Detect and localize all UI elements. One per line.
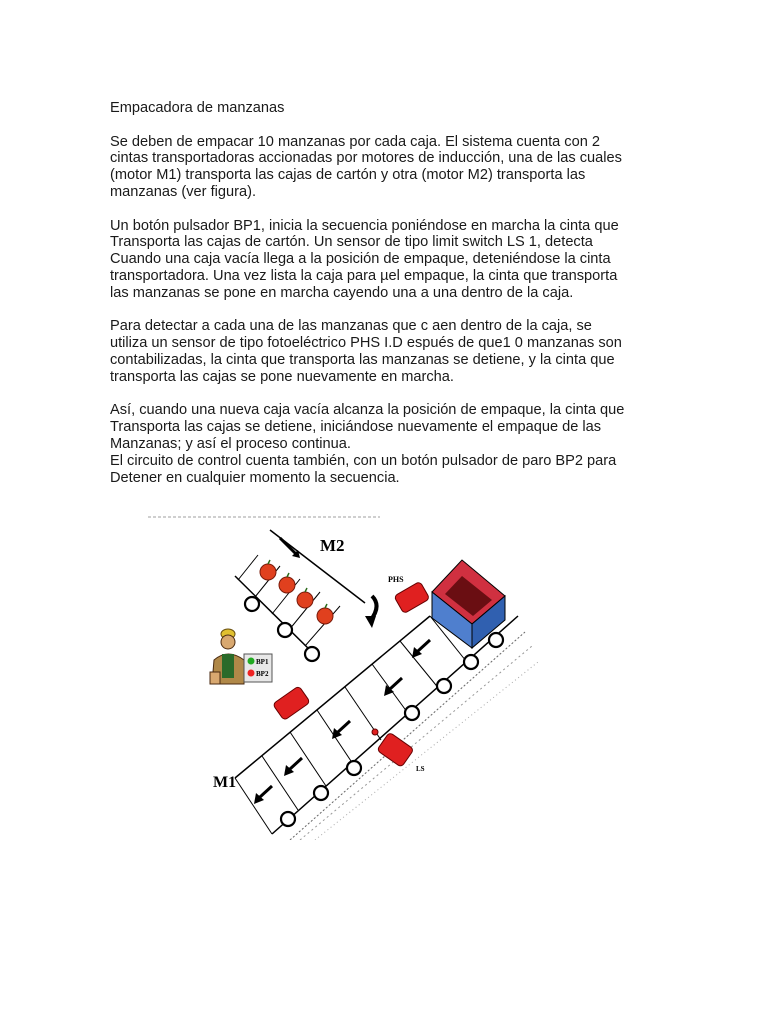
label-bp2: BP2	[256, 670, 269, 678]
direction-arrows	[254, 640, 430, 804]
conveyor-figure	[140, 508, 540, 840]
paragraph-intro: Se deben de empacar 10 manzanas por cada caja. El sistema cuenta con 2 cintas transportadoras accionadas por motores de inducción, una de las cuales (motor M1) transporta las cajas de cartón y otra (motor M2) transporta las manzanas (ver figura).	[110, 133, 622, 200]
label-phs: PHS	[388, 575, 404, 584]
paragraph-start-sequence: Un botón pulsador BP1, inicia la secuencia poniéndose en marcha la cinta que Transporta las cajas de cartón. Un sensor de tipo limit switch LS 1, detecta Cuando una caja vacía llega a la posición de empaque, deteniéndose la cinta transportadora. Una vez lista la caja para µel empaque, la cinta que transporta las manzanas se pone en marcha cayendo una a una dentro de la caja.	[110, 217, 619, 301]
bp1-button-icon	[248, 658, 255, 665]
paragraph-sensor: Para detectar a cada una de las manzanas que c aen dentro de la caja, se utiliza un sensor de tipo fotoeléctrico PHS I.D espués de que1 0 manzanas son contabilizadas, la cinta que transporta las manzanas se detiene, y la cinta que transporta las cajas se pone nuevamente en marcha.	[110, 318, 622, 385]
label-m1: M1	[213, 774, 237, 791]
bp2-button-icon	[248, 670, 255, 677]
phs-sensor-icon	[394, 581, 430, 613]
left-sensor-icon	[273, 686, 311, 721]
box-conveyor-m1	[235, 616, 538, 840]
ls-sensor-icon	[377, 732, 414, 767]
paragraph-cycle: Así, cuando una nueva caja vacía alcanza la posición de empaque, la cinta que Transporta las cajas se detiene, iniciándose nuevamente el empaque de las Manzanas; y así el proceso continua. El circuito de control cuenta también, con un botón pulsador de paro BP2 para Detener en cualquier momento la secuencia.	[110, 402, 625, 486]
document-body	[110, 100, 670, 486]
label-bp1: BP1	[256, 658, 269, 666]
label-ls: LS	[416, 765, 425, 773]
label-m2: M2	[320, 536, 345, 555]
document-title: Empacadora de manzanas	[110, 100, 285, 116]
